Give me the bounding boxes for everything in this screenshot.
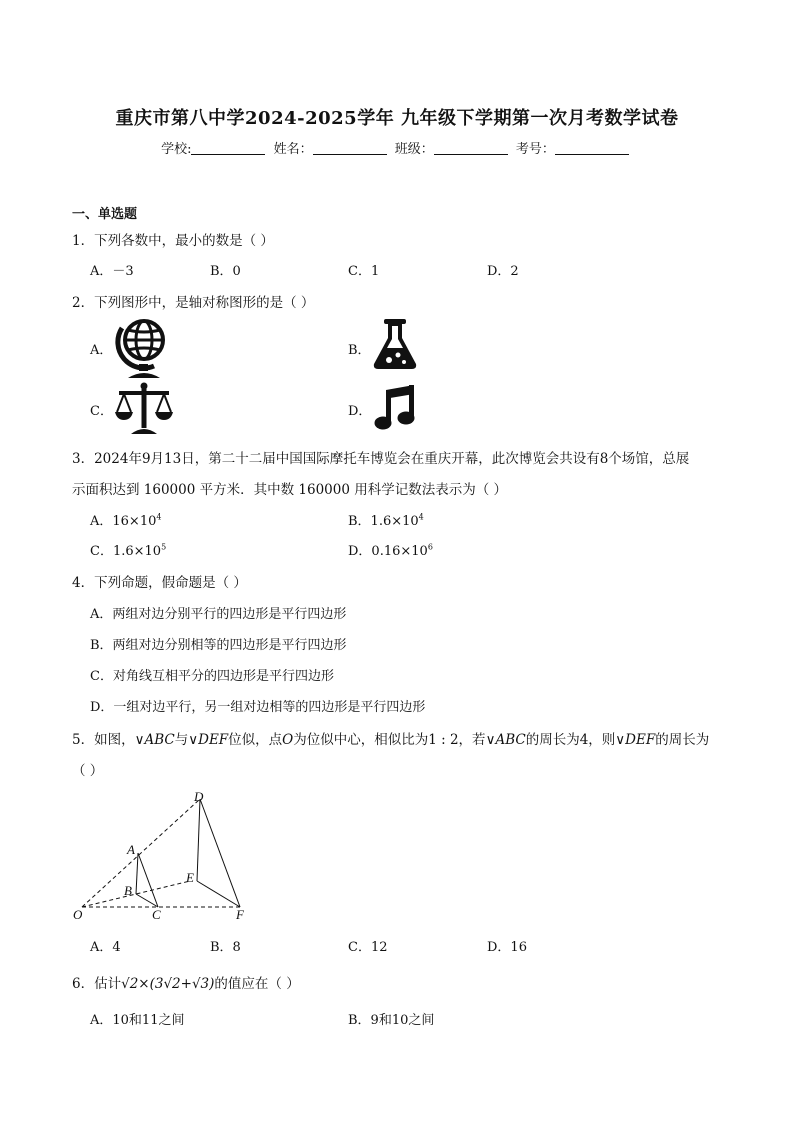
- question-3-option-d[interactable]: [348, 540, 433, 559]
- student-info-line: [0, 138, 794, 157]
- q5-text-4: 为位似中心，相似比为1 : 2，若: [293, 732, 486, 748]
- option-a-base: A．16×10: [90, 514, 157, 529]
- question-4-option-a[interactable]: A．两组对边分别平行的四边形是平行四边形: [90, 607, 347, 622]
- question-6-stem: [72, 972, 300, 992]
- number-blank[interactable]: [555, 141, 629, 155]
- name-blank[interactable]: [313, 141, 387, 155]
- flask-icon[interactable]: [372, 318, 418, 370]
- question-5-stem-line2: （ ）: [72, 763, 104, 779]
- option-c-exponent: 5: [161, 542, 167, 552]
- question-5-option-a[interactable]: A．4: [90, 940, 121, 955]
- q5-text-6: 的周长为: [655, 732, 710, 748]
- page-title: 重庆市第八中学2024-2025学年 九年级下学期第一次月考数学试卷: [115, 108, 679, 129]
- q6-expression: √2×(3√2+√3): [121, 976, 215, 992]
- scales-icon[interactable]: [114, 382, 174, 436]
- question-2-option-b[interactable]: B．: [348, 343, 371, 358]
- name-label: 姓名：: [273, 142, 313, 157]
- q5-text-2: 与: [174, 732, 189, 748]
- music-note-icon[interactable]: [374, 384, 418, 430]
- option-d-base: D．0.16×10: [348, 544, 428, 559]
- question-3-stem-line1: 3．2024年9月13日，第二十二届中国国际摩托车博览会在重庆开幕，此次博览会共设有8个场馆，总展: [72, 451, 690, 467]
- question-2-option-a[interactable]: A．: [90, 343, 113, 358]
- q5-text-3: 位似，点: [228, 732, 283, 748]
- number-label: 考号：: [515, 142, 555, 157]
- question-1-option-a[interactable]: A．－3: [90, 264, 134, 279]
- ray-od: [82, 799, 200, 907]
- label-b: B: [124, 883, 132, 898]
- triangle-def: ∨DEF: [188, 732, 229, 748]
- question-1-option-c[interactable]: C．1: [348, 264, 380, 279]
- class-label: 班级：: [394, 142, 434, 157]
- label-e: E: [186, 870, 194, 885]
- edge-ef: [197, 881, 240, 907]
- question-6-option-b[interactable]: B．9和10之间: [348, 1013, 435, 1028]
- question-5-option-d[interactable]: D．16: [487, 940, 527, 955]
- edge-de: [197, 799, 200, 881]
- class-blank[interactable]: [434, 141, 508, 155]
- triangle-abc-2: ∨ABC: [485, 732, 526, 748]
- similarity-figure: [70, 785, 260, 923]
- edge-ac: [138, 853, 158, 907]
- question-6-option-a[interactable]: A．10和11之间: [90, 1013, 185, 1028]
- triangle-def-2: ∨DEF: [615, 732, 656, 748]
- edge-ab: [136, 853, 138, 894]
- globe-icon[interactable]: [114, 314, 172, 380]
- school-label: 学校:: [161, 142, 192, 157]
- label-d: D: [194, 789, 204, 804]
- option-b-exponent: 4: [418, 512, 424, 522]
- question-4-option-b[interactable]: B．两组对边分别相等的四边形是平行四边形: [90, 638, 347, 653]
- question-1-stem: 1．下列各数中，最小的数是（ ）: [72, 233, 274, 249]
- triangle-abc: ∨ABC: [134, 732, 175, 748]
- question-3-option-a[interactable]: [90, 510, 161, 529]
- label-a: A: [127, 842, 135, 857]
- question-1-option-b[interactable]: B．0: [210, 264, 241, 279]
- question-5-option-c[interactable]: C．12: [348, 940, 388, 955]
- edge-bc: [136, 894, 158, 907]
- q6-text-1: 6．估计: [72, 976, 122, 992]
- option-b-base: B．1.6×10: [348, 514, 419, 529]
- point-o: O: [282, 732, 294, 748]
- question-3-option-c[interactable]: [90, 540, 166, 559]
- q5-text-1: 5．如图，: [72, 732, 135, 748]
- option-a-exponent: 4: [156, 512, 162, 522]
- q6-text-2: 的值应在（ ）: [214, 976, 300, 992]
- edge-df: [200, 799, 240, 907]
- question-4-option-c[interactable]: C．对角线互相平分的四边形是平行四边形: [90, 669, 334, 684]
- question-1-option-d[interactable]: D．2: [487, 264, 519, 279]
- question-5-option-b[interactable]: B．8: [210, 940, 241, 955]
- q5-text-5: 的周长为4，则: [525, 732, 616, 748]
- school-blank[interactable]: [191, 141, 265, 155]
- question-4-option-d[interactable]: D．一组对边平行，另一组对边相等的四边形是平行四边形: [90, 700, 426, 715]
- question-2-stem: 2．下列图形中，是轴对称图形的是（ ）: [72, 295, 315, 311]
- option-d-exponent: 6: [427, 542, 433, 552]
- label-o: O: [73, 907, 83, 922]
- question-2-option-d[interactable]: D．: [348, 404, 372, 419]
- question-5-stem-line1: [72, 728, 709, 748]
- option-c-base: C．1.6×10: [90, 544, 162, 559]
- question-3-stem-line2: 示面积达到 160000 平方米．其中数 160000 用科学记数法表示为（ ）: [72, 482, 508, 498]
- label-f: F: [236, 907, 244, 922]
- label-c: C: [152, 907, 161, 922]
- question-3-option-b[interactable]: [348, 510, 424, 529]
- question-2-option-c[interactable]: C．: [90, 404, 113, 419]
- section-heading: 一、单选题: [72, 207, 138, 222]
- question-4-stem: 4．下列命题，假命题是（ ）: [72, 575, 247, 591]
